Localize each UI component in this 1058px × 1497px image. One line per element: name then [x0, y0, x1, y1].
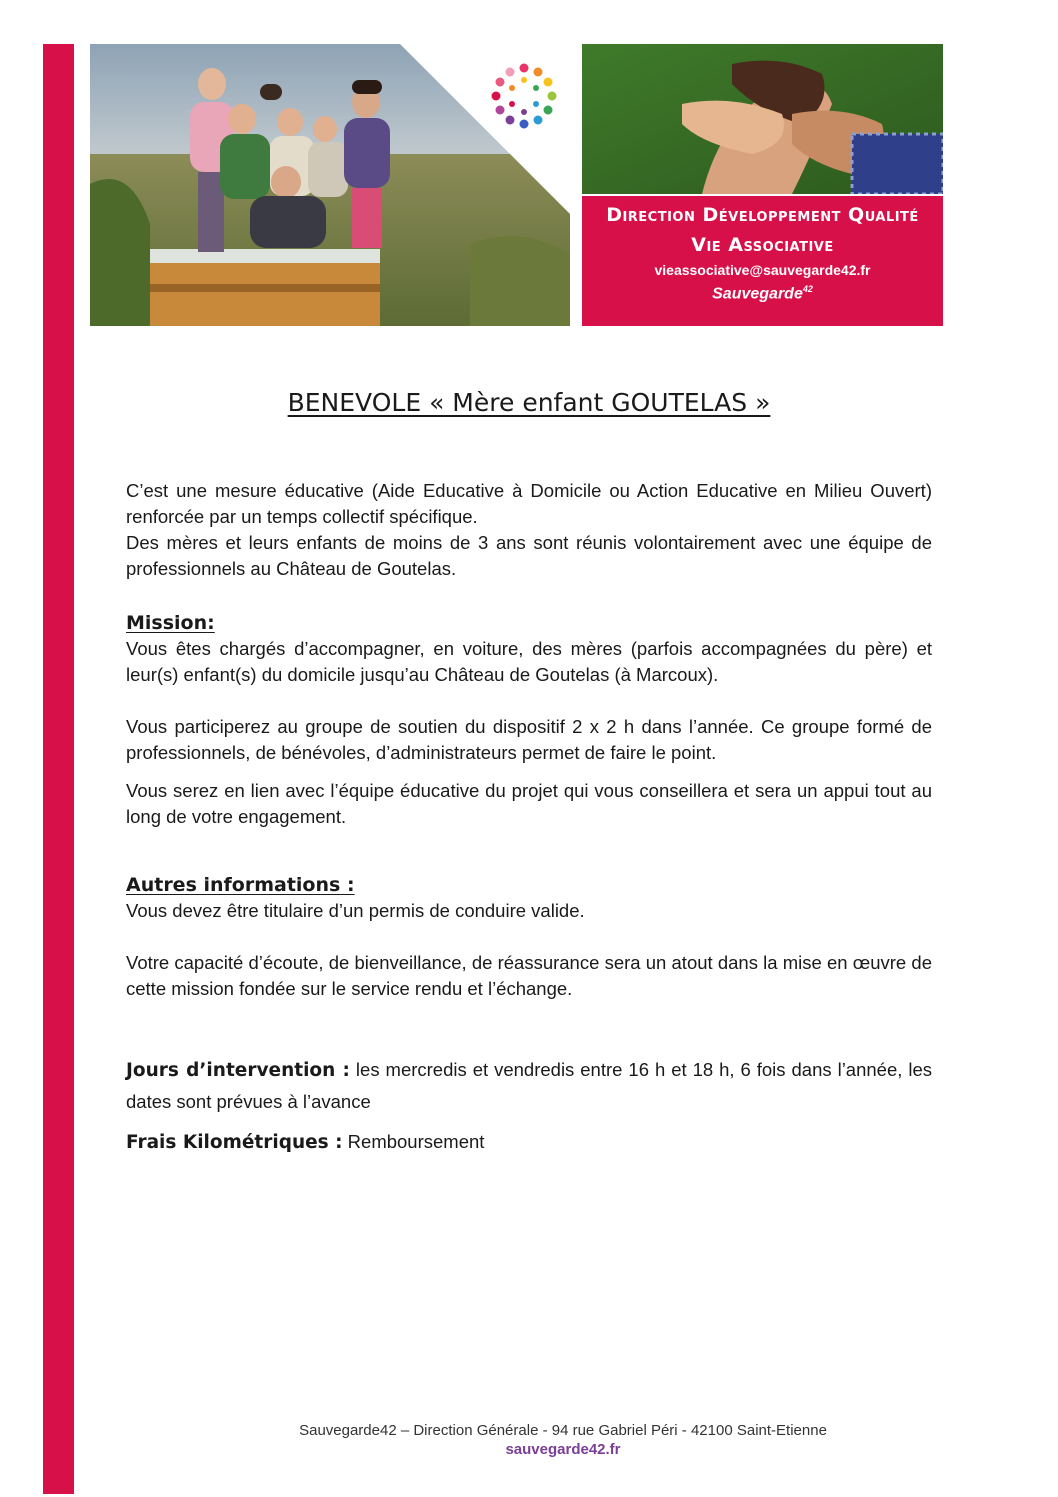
autres-paragraph-2: Votre capacité d’écoute, de bienveillance, de réassurance sera un atout dans la mise en œuvre de cette mission fondée sur le service rendu et l’échange. — [126, 952, 932, 999]
mission-colon: : — [207, 612, 215, 634]
page-footer — [0, 1422, 1058, 1458]
frais-paragraph — [126, 1129, 932, 1156]
footer-site-link[interactable]: sauvegarde42.fr — [505, 1441, 621, 1458]
document-body — [126, 478, 932, 1156]
sauvegarde-ring-logo — [488, 60, 560, 132]
jours-text: les mercredis et vendredis entre 16 h et 18 h, 6 fois dans l’année, les dates sont prévues à l’avance — [126, 1059, 932, 1112]
jours-paragraph — [126, 1054, 932, 1117]
header-direction: Direction Développement Qualité — [606, 204, 919, 226]
intro-paragraph-1: C’est une mesure éducative (Aide Educative à Domicile ou Action Educative en Milieu Ouvert) renforcée par un temps collectif spécifique. — [126, 480, 932, 527]
mission-heading: Mission — [126, 612, 208, 634]
frais-label: Frais Kilométriques : — [126, 1132, 343, 1153]
autres-heading-row — [126, 872, 932, 898]
header-brand — [582, 284, 943, 303]
jours-label: Jours d’intervention : — [126, 1060, 350, 1081]
autres-paragraph-1: Vous devez être titulaire d’un permis de conduire valide. — [126, 900, 585, 921]
header-info-box — [582, 196, 943, 326]
page-title: BENEVOLE « Mère enfant GOUTELAS » — [287, 388, 771, 417]
brand-sup: 42 — [802, 284, 813, 294]
mission-paragraph-1: Vous êtes chargés d’accompagner, en voiture, des mères (parfois accompagnées du père) et leur(s) enfant(s) du domicile jusqu’au Château de Goutelas (à Marcoux). — [126, 638, 932, 685]
frais-text: Remboursement — [342, 1131, 485, 1152]
mission-paragraph-3: Vous serez en lien avec l’équipe éducative du projet qui vous conseillera et sera un appui tout au long de votre engagement. — [126, 780, 932, 827]
mission-paragraph-2: Vous participerez au groupe de soutien du dispositif 2 x 2 h dans l’année. Ce groupe formé de professionnels, de bénévoles, d’administrateurs permet de faire le point. — [126, 716, 932, 763]
header-service: Vie Associative — [691, 234, 834, 256]
header-photo-hands — [582, 44, 943, 194]
mission-heading-row — [126, 610, 932, 636]
footer-address: Sauvegarde42 – Direction Générale - 94 rue Gabriel Péri - 42100 Saint-Etienne — [299, 1422, 827, 1439]
intro-paragraph-2: Des mères et leurs enfants de moins de 3 ans sont réunis volontairement avec une équipe de professionnels au Château de Goutelas. — [126, 532, 932, 579]
brand-name: Sauvegarde — [712, 285, 803, 303]
header-email: vieassociative@sauvegarde42.fr — [654, 262, 871, 278]
autres-heading: Autres informations : — [126, 874, 355, 896]
side-accent-bar — [43, 44, 74, 1494]
